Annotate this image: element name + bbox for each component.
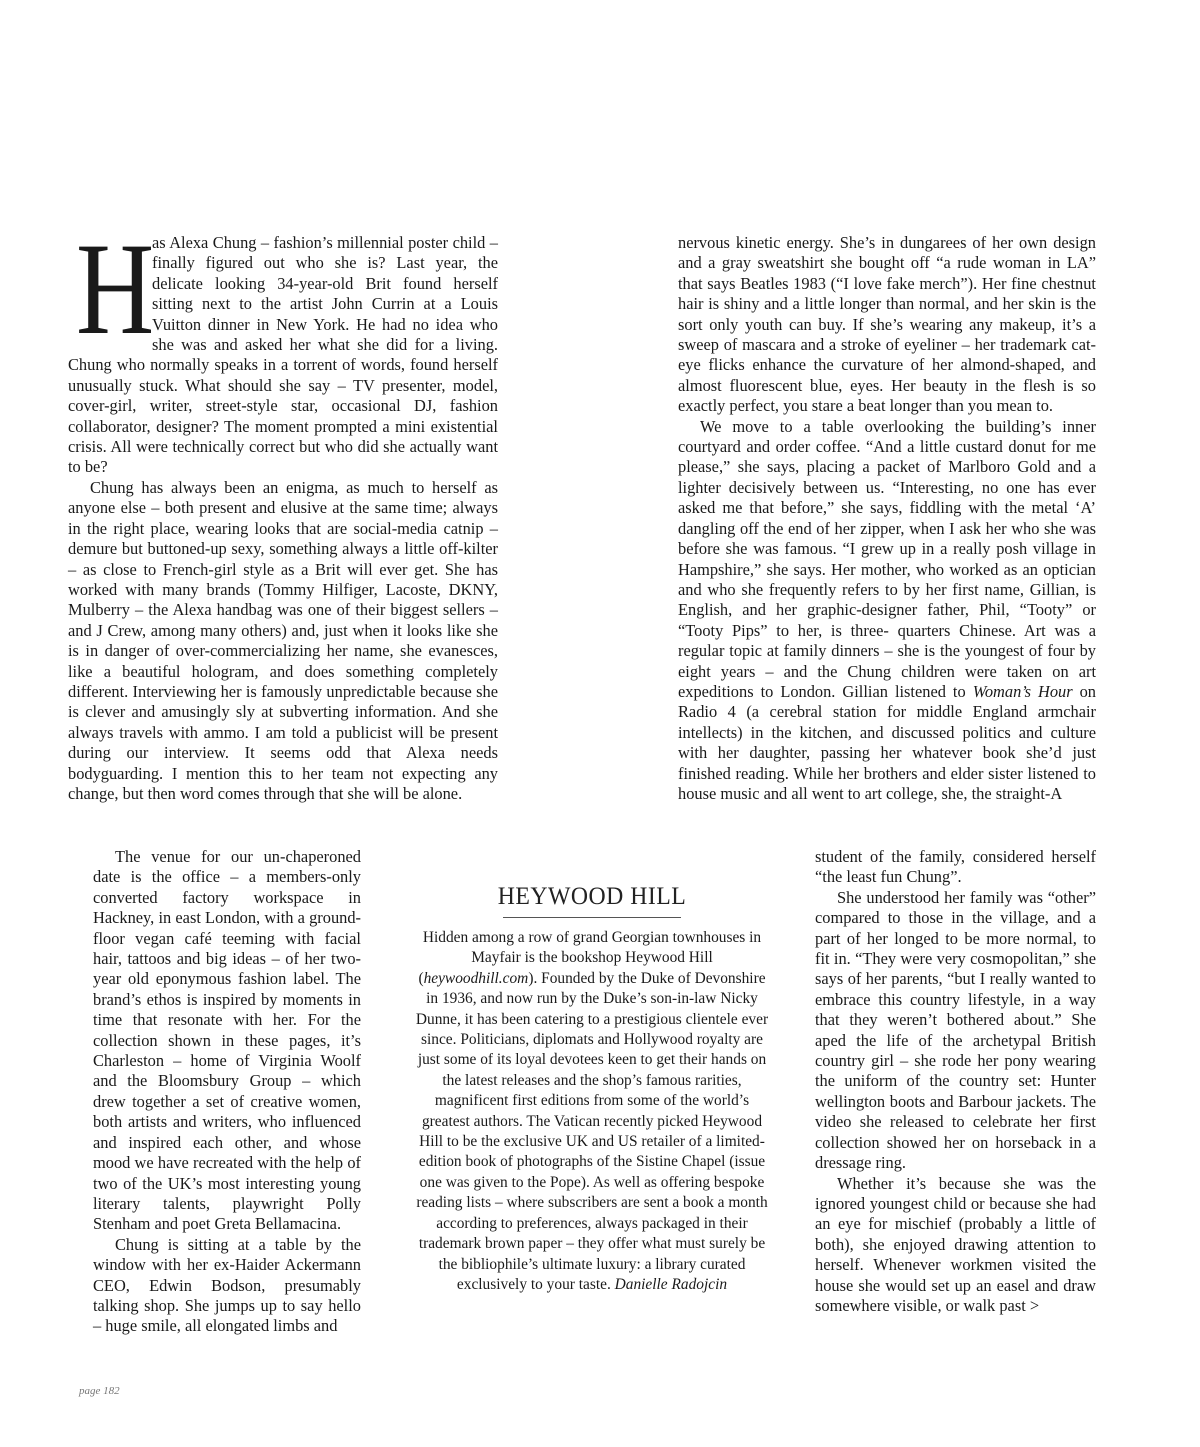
article-column-right-top <box>678 233 1096 804</box>
article-paragraph: student of the family, considered herself “the least fun Chung”. <box>815 847 1096 887</box>
sidebar-text: Hidden among a row of grand Georgian townhouses in Mayfair is the bookshop Heywood Hill ( <box>418 929 762 987</box>
sidebar-link: heywoodhill.com <box>423 969 529 987</box>
page-number: page 182 <box>79 1385 120 1397</box>
article-column-left-bottom <box>93 847 361 1337</box>
sidebar-text: ). Founded by the Duke of Devonshire in 1936, and now run by the Duke’s son-in-law Nicky Dunne, it has been catering to a prestigious clientele ever since. Politicians, diplomats and Hollywood royalty are just some of its loyal devotees keen to get their hands on the latest releases and the shop’s famous rarities, magnificent first editions from some of the world’s greatest authors. The Vatican recently picked Heywood Hill to be the exclusive UK and US retailer of a limited-edition book of photographs of the Sistine Chapel (issue one was given to the Pope). As well as offering bespoke reading lists – where subscribers are sent a book a month according to preferences, always packaged in their trademark brown paper – they offer what must surely be the bibliophile’s ultimate luxury: a library curated exclusively to your taste. <box>415 969 769 1293</box>
article-paragraph <box>678 417 1096 805</box>
drop-cap: H <box>76 215 155 362</box>
radio-show-title: Woman’s Hour <box>972 681 1073 701</box>
article-column-left-top <box>68 215 498 804</box>
article-paragraph: Whether it’s because she was the ignored youngest child or because she had an eye for mischief (probably a little of both), she enjoyed drawing attention to herself. Whenever workmen visited the house she would set up an easel and draw somewhere visible, or walk past > <box>815 1173 1096 1315</box>
article-paragraph: Chung is sitting at a table by the window with her ex-Haider Ackermann CEO, Edwin Bodson, presumably talking shop. She jumps up to say hello – huge smile, all elongated limbs and <box>93 1234 361 1336</box>
article-paragraph: nervous kinetic energy. She’s in dungarees of her own design and a gray sweatshirt she bought off “a rude woman in LA” that says Beatles 1983 (“I love fake merch”). Her fine chestnut hair is shiny and a little longer than normal, and her skin is the sort only youth can buy. If she’s wearing any makeup, it’s a sweep of mascara and a stroke of eyeliner – her trademark cat-eye flicks enhance the curvature of her almond-shaped, and almost fluorescent blue, eyes. Her beauty in the flesh is so exactly perfect, you stare a beat longer than you mean to. <box>678 233 1096 416</box>
heywood-hill-sidebar <box>412 882 772 1295</box>
paragraph-text: as Alexa Chung – fashion’s millennial poster child – finally figured out who she is? Last year, the delicate looking 34-year-old Brit found herself sitting next to the artist John Currin at a Louis Vuitton dinner in New York. He had no idea who she was and asked her what she did for a living. Chung who normally speaks in a torrent of words, found herself unusually stuck. What should she say – TV presenter, model, cover-girl, writer, street-style star, occasional DJ, fashion collaborator, designer? The moment prompted a mini existential crisis. All were technically correct but who did she actually want to be? <box>68 233 498 477</box>
article-paragraph: She understood her family was “other” compared to those in the village, and a part of her longed to be more normal, to fit in. “They were very cosmopolitan,” she says of her parents, “but I really wanted to embrace this country lifestyle, in a way that they weren’t bothered about.” She aped the life of the archetypal British country girl – she rode her pony wearing the uniform of the country set: Hunter wellington boots and Barbour jackets. The video she released to celebrate her first collection showed her on horseback in a dressage ring. <box>815 887 1096 1173</box>
article-paragraph <box>68 215 498 478</box>
paragraph-text: We move to a table overlooking the building’s inner courtyard and order coffee. “And a little custard donut for me please,” she says, placing a packet of Marlboro Gold and a lighter decisively between us. “Interesting, no one has ever asked me that before,” she says, fiddling with the metal ‘A’ dangling off the end of her zipper, when I ask her who she was before she was famous. “I grew up in a really posh village in Hampshire,” she says. Her mother, who worked as an optician and who she frequently refers to by her first name, Gillian, is English, and her graphic-designer father, Phil, “Tooty” or “Tooty Pips” to her, is three- quarters Chinese. Art was a regular topic at family dinners – she is the youngest of four by eight years – and the Chung children were taken on art expeditions to London. Gillian listened to <box>678 416 1096 701</box>
sidebar-divider <box>503 917 681 918</box>
sidebar-author: Danielle Radojcin <box>614 1275 728 1293</box>
paragraph-text: on Radio 4 (a cerebral station for middle England armchair intellects) in the kitchen, and discussed politics and culture with her daughter, passing her whatever book she’d just finished reading. While her brothers and elder sister listened to house music and all went to art college, she, the straight-A <box>678 681 1096 803</box>
article-paragraph: Chung has always been an enigma, as much to herself as anyone else – both present and elusive at the same time; always in the right place, wearing looks that are social-media catnip – demure but buttoned-up sexy, something always a little off-kilter – as close to French-girl style as a Brit will ever get. She has worked with many brands (Tommy Hilfiger, Lacoste, DKNY, Mulberry – the Alexa handbag was one of their biggest sellers – and J Crew, among many others) and, just when it looks like she is in danger of over-commercializing her name, she evanesces, like a beautiful hologram, and does something completely different. Interviewing her is famously unpredictable because she is clever and amusingly sly at subverting information. And she always travels with ammo. I am told a publicist will be present during our interview. It seems odd that Alexa needs bodyguarding. I mention this to her team not expecting any change, but then word comes through that she will be alone. <box>68 477 498 803</box>
article-column-right-bottom <box>815 847 1096 1316</box>
sidebar-body <box>412 928 772 1295</box>
article-paragraph: The venue for our un-chaperoned date is the office – a members-only converted factory workspace in Hackney, in east London, with a ground-floor vegan café teeming with facial hair, tattoos and big ideas – of her two-year old eponymous fashion label. The brand’s ethos is inspired by moments in time that resonate with her. For the collection shown in these pages, it’s Charleston – home of Virginia Woolf and the Bloomsbury Group – which drew together a set of creative women, both artists and writers, who influenced and inspired each other, and whose mood we have recreated with the help of two of the UK’s most interesting young literary talents, playwright Polly Stenham and poet Greta Bellamacina. <box>93 847 361 1234</box>
sidebar-title: HEYWOOD HILL <box>497 883 687 910</box>
